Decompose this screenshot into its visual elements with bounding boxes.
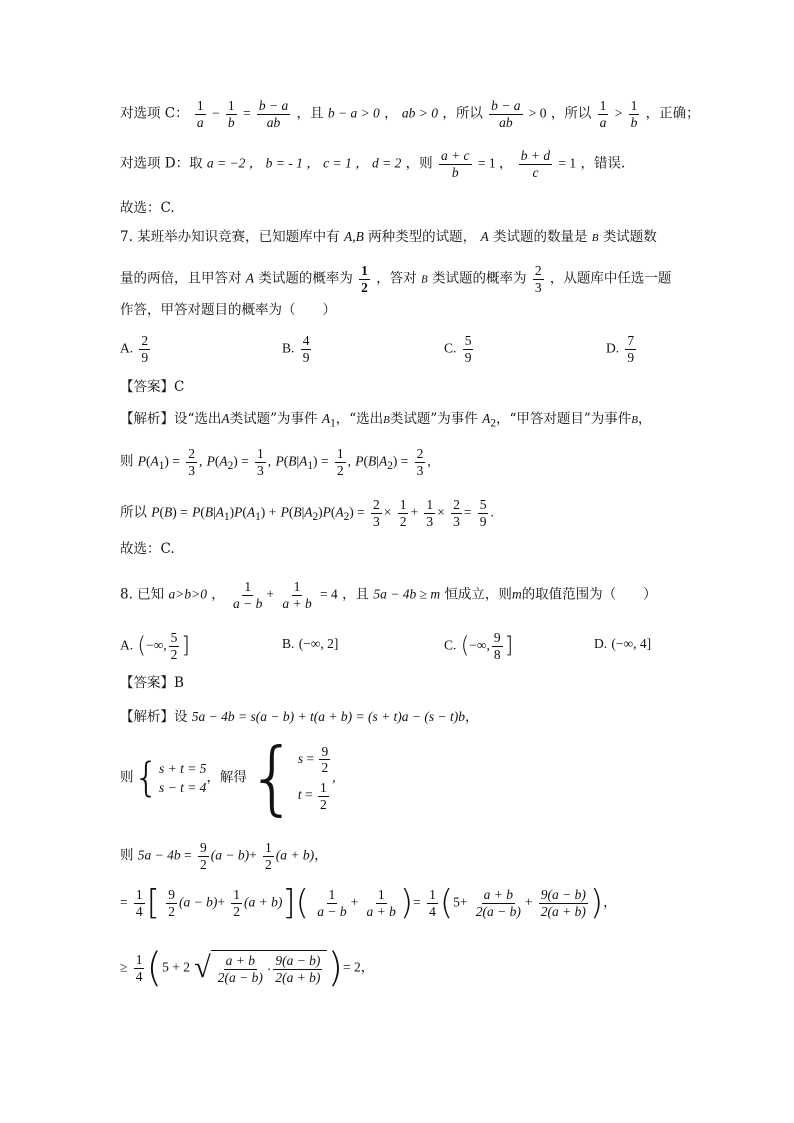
var: B [383,414,390,426]
q8-line-1: 8. 已知 a>b>0 ， $\frac{1}{a - b}$ + $\frac{1}{a + b}$ = 4 ，且 5a − 4b ≥ m 恒成立，则m的取值范围为（ ） [120,579,657,611]
subscript: 2 [490,417,496,430]
fraction: $\frac{1}{2}$ [265,840,272,872]
q7-var: B [591,232,599,244]
option-c-mid3: ，所以 [550,105,592,122]
q8-analysis-line-5: ≥ $\frac{1}{4}$ (5 + 2 √ $\frac{a + b}{2(a - b)}$ · $\frac{9(a - b)}{2(a + b)}$ )= 2， [120,945,375,991]
fraction: $\frac{1}{a - b}$ [233,579,263,611]
q8-option-d [594,636,651,652]
analysis-text: ，“甲答对题目”为事件 [495,411,632,427]
equation-system [159,762,206,795]
q8-text: 恒成立，则 [444,586,512,603]
q7-answer: 【答案】C [120,379,185,395]
q7-var: A [245,270,255,286]
q7-text: 类试题数 [602,229,657,245]
fraction: $\frac{2}{3}$ [188,446,195,478]
fraction: $\frac{b - a}{ab}$ [258,98,289,130]
fraction: $\frac{1}{a}$ [599,98,607,130]
separator: ， [384,105,398,122]
q8-text: ， [211,586,225,603]
q8-condition: a>b>0 [168,586,207,602]
q7-var: A [480,229,489,244]
option-label: B. [282,636,295,651]
q7-text: 类试题的概率为 [258,270,353,287]
conclusion-1: 故选：C. [120,200,175,216]
q7-option-d [606,333,638,365]
q7-text: ，答对 [376,270,417,287]
q7-text: 7. 某班举办知识竞赛，已知题库中有 [120,229,340,245]
numerator: 2 [141,333,149,348]
condition-2: ab > 0 [401,105,439,121]
fraction: $\frac{2}{3}$ [373,497,380,529]
fraction: $\frac{5}{2}$ [170,630,178,662]
q7-option-c [444,333,475,365]
q8-text: 8. 已知 [120,586,165,603]
analysis-text: 设 [174,709,188,725]
fraction: $\frac{9(a - b)}{2(a + b)}$ [275,953,321,985]
q7-var: B [420,273,428,286]
q7-line-2 [120,263,671,295]
q7-analysis-line-1 [120,412,652,430]
option-label: B. [282,340,295,356]
analysis-text: ， [465,709,479,725]
numerator: 5 [464,333,472,348]
denominator: 9 [464,349,472,365]
option-text: (−∞, 2] [298,636,339,651]
analysis-text: ，解得 [206,769,247,786]
option-c-suffix: ，正确； [645,105,700,122]
option-label: D. [606,340,620,356]
fraction: $\frac{1}{4}$ [429,886,436,919]
q8-analysis-line-4: = $\frac{1}{4}$ [ $\frac{9}{2}$ (a − b)+ $\frac{1}{2}$ (a + b)]( $\frac{1}{a - b}$ + $\frac{1}{a + b}$ )= $\frac{1}{4}$ (5+ $\frac{a + b}{2(a - b)}$ + $\frac{9(a - b)}{2(a + b)}$ )， [120,883,617,923]
fraction [625,333,636,365]
q7-text: 类试题的数量是 [492,229,588,245]
option-d-mid: ，则 [405,155,433,172]
fraction: $\frac{9}{8}$ [493,630,501,662]
square-root: √ $\frac{a + b}{2(a - b)}$ · $\frac{9(a - b)}{2(a + b)}$ [194,950,327,985]
denominator: 9 [302,349,310,365]
option-c-prefix: 对选项 C： [120,105,189,122]
q7-text: ，从题库中任选一题 [549,270,672,287]
fraction: $\frac{1}{a - b}$ [317,886,347,919]
option-d-prefix: 对选项 D：取 [120,155,203,172]
option-label: A. [120,340,134,356]
fraction: $\frac{1}{3}$ [426,497,434,529]
q7-option-a [120,333,152,365]
fraction: $\frac{1}{3}$ [257,446,264,478]
q7-text: 类试题的概率为 [432,270,527,287]
fraction: $\frac{9}{2}$ [199,840,207,872]
fraction: $\frac{a + c}{b}$ [440,148,470,180]
option-label: C. [444,637,457,653]
fraction: $\frac{2}{3}$ [453,497,460,529]
fraction: $\frac{1}{b}$ [630,98,638,130]
so-text: 所以 [120,504,147,521]
fraction: $\frac{1}{a}$ [196,98,204,130]
fraction: $\frac{a + b}{2(a - b)}$ [217,953,263,985]
fraction: $\frac{a + b}{2(a - b)}$ [475,886,521,919]
subscript: 1 [330,417,336,430]
fraction: $\frac{1}{2}$ [319,780,327,812]
q8-inequality: 5a − 4b ≥ m [373,586,441,602]
denominator: 9 [141,349,149,365]
q8-text: 的取值范围为（ ） [521,586,657,603]
then-text: 则 [120,769,134,786]
fraction: $\frac{9(a - b)}{2(a + b)}$ [540,886,586,919]
fraction: $\frac{1}{2}$ [336,446,344,478]
option-d-values: a = −2 ， b = - 1 ， c = 1 ， d = 2 [206,155,402,171]
fraction: $\frac{b + d}{c}$ [520,148,551,180]
equation: s − t = 4 [158,780,207,795]
fraction: $\frac{9}{2}$ [168,886,175,919]
var: m [511,586,522,602]
q8-analysis-line-2: 则{ s + t = 5 s − t = 4 ，解得{ s = $\frac{9}{2}$ t = $\frac{1}{2}$ , [120,731,336,824]
fraction: $\frac{1}{2}$ [361,263,368,295]
condition-1: b − a > 0 [327,105,380,121]
analysis-text: 类试题”为事件 [229,411,318,427]
then-text: 则 [120,847,134,864]
q7-analysis-line-3: 所以 $P(B) = P(B|A_1)P(A_1) + P(B|A_2)P(A_2)$ = $\frac{2}{3}$ × $\frac{1}{2}$ + $\frac{1}{3}$ × $\frac{2}{3}$ = $\frac{5}{9}$ . [120,497,494,529]
var: A [321,411,331,426]
analysis-text: 设“选出 [174,411,222,427]
option-d-eq2: = 1 [558,155,577,171]
analysis-text: ，“选出 [335,411,384,427]
q7-option-b [282,333,313,365]
option-d-line [120,148,625,180]
fraction [139,333,150,365]
q7-text: 两种类型的试题， [368,229,477,245]
fraction: $\frac{1}{a + b}$ [366,886,396,919]
equation: s + t = 5 [158,760,207,776]
numerator: 4 [302,333,310,348]
solution-system: s = $\frac{9}{2}$ t = $\frac{1}{2}$ [297,743,329,812]
fraction: $\frac{b - a}{ab}$ [491,98,521,130]
q7-line-3: 作答，甲答对题目的概率为（ ） [120,302,336,318]
fraction: $\frac{9}{2}$ [321,743,329,776]
fraction: $\frac{1}{a + b}$ [282,579,312,611]
q8-answer: 【答案】B [120,675,184,691]
analysis-text: 类试题”为事件 [389,411,478,427]
q8-eq: = 4 [320,586,338,602]
analysis-expr: 5a − 4b = s(a − b) + t(a + b) = (s + t)a − (s − t)b [191,709,466,724]
fraction: $\frac{5}{9}$ [479,497,487,529]
fraction: $\frac{2}{3}$ [534,263,542,295]
option-c-mid1: ，且 [296,105,324,122]
option-text: (−∞, 4] [611,636,652,651]
q8-option-b [282,636,338,652]
q8-text: ，且 [342,586,370,603]
fraction: $\frac{1}{2}$ [233,886,241,919]
q8-option-a: A. (−∞, $\frac{5}{2}$ ] [120,630,190,662]
q8-option-c: C. (−∞, $\frac{9}{8}$ ] [444,630,514,662]
var: A [482,411,491,426]
then-text: 则 [120,453,134,470]
fraction [301,333,312,365]
q7-analysis-line-2: 则 $P(A_1)$ = $\frac{2}{3}$ , $P(A_2)$ = $\frac{1}{3}$ , $P(B|A_1)$ = $\frac{1}{2}$ , $P(B|A_2)$ = $\frac{2}{3}$ , [120,446,431,478]
fraction: $\frac{1}{4}$ [135,886,143,919]
var: B [631,414,638,426]
q7-text: 量的两倍，且甲答对 [120,270,242,287]
analysis-label: 【解析】 [120,709,174,725]
q7-line-1 [120,230,657,245]
q8-analysis-line-1 [120,710,479,725]
q7-var: A,B [343,229,364,244]
q8-analysis-line-3: 则 5a − 4b = $\frac{9}{2}$ (a − b)+ $\frac{1}{2}$ (a + b)， [120,840,328,872]
fraction: $\frac{2}{3}$ [416,446,424,478]
fraction: $\frac{1}{4}$ [135,951,143,984]
var: A [221,411,230,426]
option-label: D. [594,636,608,651]
analysis-label: 【解析】 [120,411,174,427]
denominator: 9 [627,349,635,365]
option-d-suffix: ，错误. [580,155,626,172]
option-c-line: 对选项 C： $\frac{1}{a}$ − $\frac{1}{b}$ = $\frac{b - a}{ab}$ ，且 b − a > 0 ， ab > 0 ，所以 $\frac{b - a}{ab}$ > 0 ，所以 $\frac{1}{a}$ > $\frac{1}{b}$ ，正确； [120,98,700,130]
option-d-eq1: = 1 ， [477,155,513,171]
option-label: C. [444,340,457,356]
fraction [463,333,474,365]
option-label: A. [120,637,134,653]
fraction: $\frac{1}{2}$ [399,497,407,529]
numerator: 7 [627,333,635,348]
q7-conclusion: 故选：C. [120,541,175,557]
option-c-mid2: ，所以 [442,105,483,122]
fraction: $\frac{1}{b}$ [227,98,235,130]
analysis-text: ， [638,411,652,427]
